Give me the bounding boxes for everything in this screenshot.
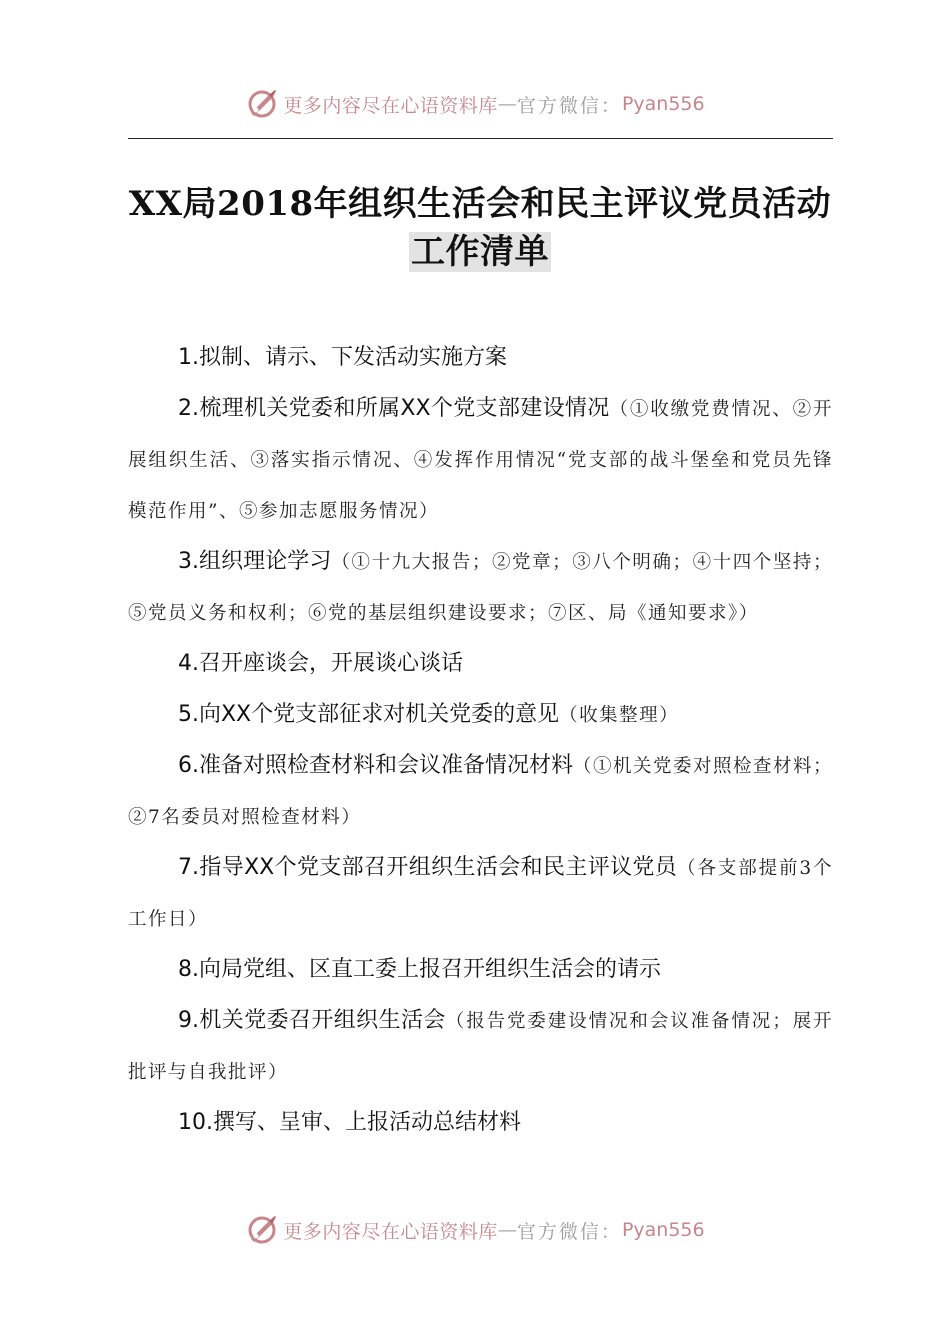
list-item <box>128 333 833 384</box>
item-main-text: 1.拟制、请示、下发活动实施方案 <box>178 345 507 370</box>
watermark-separator: — <box>497 93 517 115</box>
watermark-separator: — <box>497 1219 517 1241</box>
item-main-text: 9.机关党委召开组织生活会 <box>178 1008 446 1033</box>
list-item <box>128 1098 833 1149</box>
list-item <box>128 741 833 843</box>
item-note: （①机关党委对照检查材料；②7名委员对照检查材料） <box>128 756 834 828</box>
item-note: （各支部提前3个工作日） <box>128 858 833 930</box>
watermark-wechat-id: Pyan556 <box>621 1219 705 1241</box>
title-line-1: XX局2018年组织生活会和民主评议党员活动 <box>128 184 832 224</box>
item-note: （①收缴党费情况、②开展组织生活、③落实指示情况、④发挥作用情况“党支部的战斗堡垒和党员先锋模范作用”、⑤参加志愿服务情况） <box>128 399 833 522</box>
header-divider <box>128 138 833 139</box>
item-main-text: 6.准备对照检查材料和会议准备情况材料 <box>178 753 573 778</box>
item-note: （①十九大报告；②党章；③八个明确；④十四个坚持；⑤党员义务和权利；⑥党的基层组织建设要求；⑦区、局《通知要求》） <box>128 552 833 624</box>
item-main-text: 2.梳理机关党委和所属XX个党支部建设情况 <box>178 396 610 421</box>
list-item <box>128 996 833 1098</box>
list-item <box>128 843 833 945</box>
item-main-text: 8.向局党组、区直工委上报召开组织生活会的请示 <box>178 957 661 982</box>
watermark-text: 更多内容尽在心语资料库 <box>283 1220 498 1243</box>
watermark-header <box>0 84 950 124</box>
title-line-2-text: 工作清单 <box>411 232 549 272</box>
item-main-text: 7.指导XX个党支部召开组织生活会和民主评议党员 <box>178 855 678 880</box>
list-item <box>128 537 833 639</box>
item-note: （收集整理） <box>559 705 680 726</box>
title-line-2 <box>120 228 840 276</box>
watermark-contact-label: 官方微信： <box>516 94 622 117</box>
item-main-text: 4.召开座谈会，开展谈心谈话 <box>178 651 463 676</box>
item-main-text: 10.撰写、呈审、上报活动总结材料 <box>178 1110 521 1135</box>
item-note: （报告党委建设情况和会议准备情况；展开批评与自我批评） <box>128 1011 833 1083</box>
list-item <box>128 639 833 690</box>
watermark-contact-label: 官方微信： <box>516 1220 622 1243</box>
watermark-footer <box>0 1210 950 1250</box>
brush-logo-icon <box>245 1213 279 1247</box>
list-item <box>128 384 833 537</box>
item-main-text: 3.组织理论学习 <box>178 549 332 574</box>
watermark-wechat-id: Pyan556 <box>621 93 705 115</box>
page-title <box>120 180 840 276</box>
work-list <box>128 333 833 1149</box>
watermark-text: 更多内容尽在心语资料库 <box>283 94 498 117</box>
list-item <box>128 945 833 996</box>
item-main-text: 5.向XX个党支部征求对机关党委的意见 <box>178 702 560 727</box>
brush-logo-icon <box>245 87 279 121</box>
list-item <box>128 690 833 741</box>
